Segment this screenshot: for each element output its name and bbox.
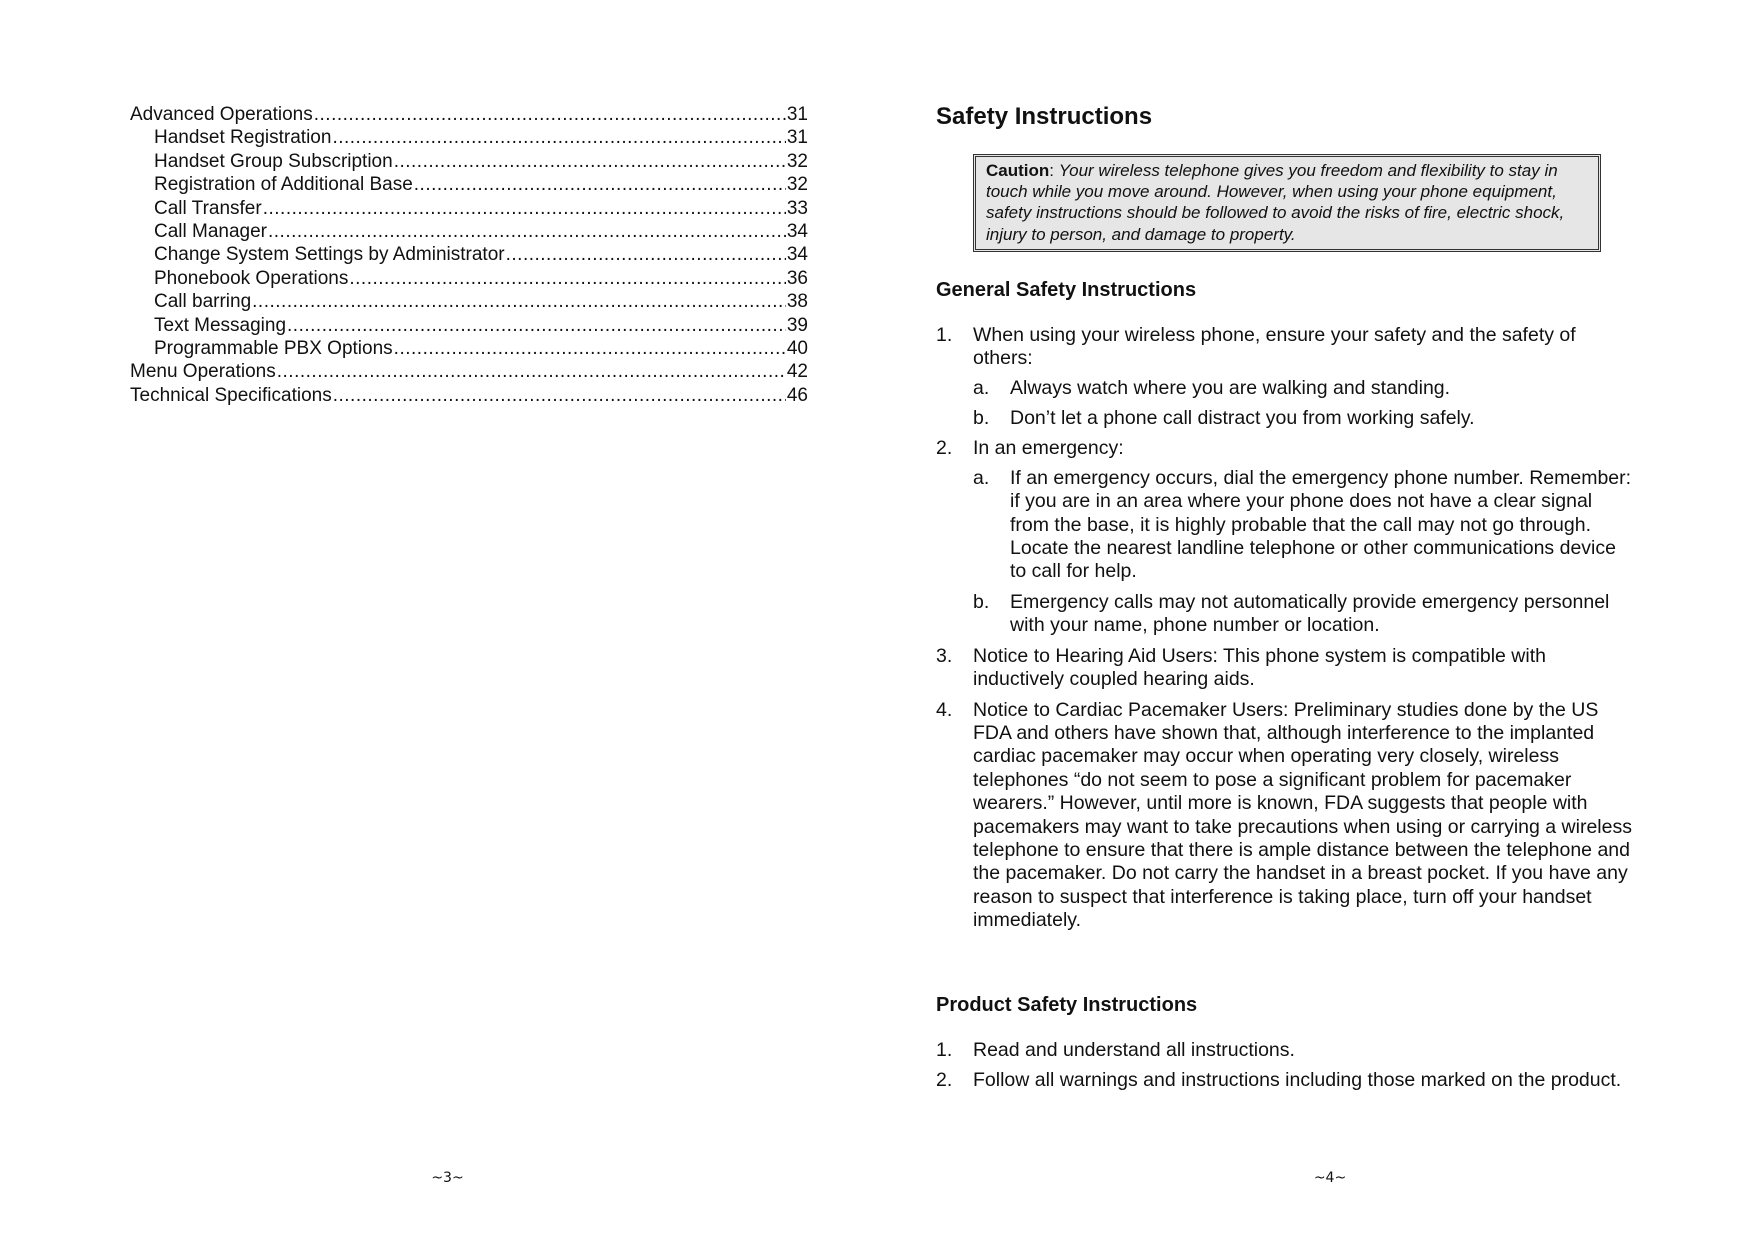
table-of-contents xyxy=(130,103,808,407)
list-item-text: In an emergency: xyxy=(973,437,1124,460)
toc-entry xyxy=(130,126,808,149)
toc-leader-dots xyxy=(394,337,786,360)
toc-entry-page: 31 xyxy=(786,104,808,125)
right-page xyxy=(877,0,1755,1241)
list-item-text: If an emergency occurs, dial the emergency phone number. Remember: if you are in an area where your phone does not have a clear signal from the base, it is highly probable that the call may not go through. Locate the nearest landline telephone or other communications device to call for help. xyxy=(1010,466,1632,583)
toc-entry xyxy=(130,220,808,243)
toc-entry-page: 32 xyxy=(786,174,808,196)
toc-entry-title: Text Messaging xyxy=(154,314,287,336)
page-title: Safety Instructions xyxy=(936,103,1153,130)
toc-entry-page: 42 xyxy=(786,361,808,383)
list-marker: b. xyxy=(973,590,990,613)
toc-entry-title: Call barring xyxy=(154,291,252,313)
list-marker: a. xyxy=(973,466,990,489)
toc-leader-dots xyxy=(277,360,786,383)
sub-list-item xyxy=(973,591,1636,638)
page-number: ~3~ xyxy=(431,1170,464,1186)
list-item xyxy=(936,1069,1636,1092)
toc-entry-page: 39 xyxy=(786,314,808,336)
toc-leader-dots xyxy=(263,197,786,220)
toc-entry-page: 34 xyxy=(786,244,808,266)
general-safety-heading: General Safety Instructions xyxy=(936,278,1197,301)
toc-entry-page: 33 xyxy=(786,197,808,219)
toc-leader-dots xyxy=(506,243,786,266)
caution-text: Your wireless telephone gives you freedom and flexibility to stay in touch while you move around. However, when using your phone equipment, safety instructions should be followed to avoid the risks of fire, electric shock, injury to person, and damage to property. xyxy=(986,161,1565,244)
sub-list xyxy=(973,377,1636,431)
toc-entry-page: 46 xyxy=(786,384,808,406)
list-item-text: Follow all warnings and instructions including those marked on the product. xyxy=(973,1068,1622,1091)
toc-entry-title: Change System Settings by Administrator xyxy=(154,244,505,266)
toc-entry-title: Registration of Additional Base xyxy=(154,174,413,196)
list-marker: 3. xyxy=(936,644,953,667)
toc-entry-title: Technical Specifications xyxy=(130,384,332,406)
toc-leader-dots xyxy=(349,267,785,290)
list-item-text: Notice to Cardiac Pacemaker Users: Preliminary studies done by the US FDA and others have shown that, although interference to the implanted cardiac pacemaker may occur when operating very closely, wireless telephones “do not seem to pose a significant problem for pacemaker wearers.” However, until more is known, FDA suggests that people with pacemakers may want to take precautions when using or carrying a wireless telephone to ensure that there is ample distance between the telephone and the pacemaker. Do not carry the handset in a breast pocket. If you have any reason to suspect that interference is taking place, turn off your handset immediately. xyxy=(973,698,1632,932)
toc-entry-page: 32 xyxy=(786,150,808,172)
product-safety-heading: Product Safety Instructions xyxy=(936,993,1198,1016)
list-item xyxy=(936,437,1636,637)
toc-leader-dots xyxy=(287,314,786,337)
toc-leader-dots xyxy=(332,126,785,149)
list-item-text: When using your wireless phone, ensure your safety and the safety of others: xyxy=(973,323,1576,370)
toc-entry xyxy=(130,267,808,290)
toc-entry-page: 38 xyxy=(786,291,808,313)
toc-entry-page: 36 xyxy=(786,267,808,289)
toc-entry xyxy=(130,243,808,266)
caution-box: Caution: Your wireless telephone gives you freedom and flexibility to stay in touch while you move around. However, when using your phone equipment, safety instructions should be followed to avoid the risks of fire, electric shock, injury to person, and damage to property. xyxy=(973,154,1601,252)
toc-leader-dots xyxy=(394,150,786,173)
toc-leader-dots xyxy=(333,384,786,407)
list-marker: b. xyxy=(973,407,990,430)
list-marker: 2. xyxy=(936,1068,953,1091)
page-number: ~4~ xyxy=(1313,1170,1347,1186)
toc-entry xyxy=(130,150,808,173)
general-safety-list xyxy=(936,324,1636,933)
safety-content xyxy=(936,102,1636,1099)
caution-label: Caution xyxy=(986,161,1050,180)
toc-entry xyxy=(130,103,808,126)
sub-list xyxy=(973,467,1636,638)
list-item-text: Always watch where you are walking and standing. xyxy=(1010,376,1451,399)
toc-entry-page: 40 xyxy=(786,338,808,360)
list-item-text: Notice to Hearing Aid Users: This phone system is compatible with inductively coupled hearing aids. xyxy=(973,644,1546,691)
list-marker: a. xyxy=(973,376,990,399)
list-item-text: Don’t let a phone call distract you from working safely. xyxy=(1010,407,1475,430)
toc-entry-page: 31 xyxy=(786,127,808,149)
list-marker: 2. xyxy=(936,437,953,460)
sub-list-item xyxy=(973,407,1636,430)
sub-list-item xyxy=(973,467,1636,584)
toc-entry-page: 34 xyxy=(786,221,808,243)
list-item xyxy=(936,699,1636,933)
toc-entry-title: Handset Registration xyxy=(154,127,332,149)
toc-entry-title: Handset Group Subscription xyxy=(154,150,393,172)
toc-leader-dots xyxy=(268,220,786,243)
sub-list-item xyxy=(973,377,1636,400)
list-item xyxy=(936,1039,1636,1062)
toc-entry-title: Phonebook Operations xyxy=(154,267,349,289)
list-marker: 1. xyxy=(936,1038,953,1061)
toc-leader-dots xyxy=(414,173,786,196)
toc-entry xyxy=(130,360,808,383)
toc-entry-title: Programmable PBX Options xyxy=(154,338,393,360)
list-marker: 1. xyxy=(936,323,953,346)
list-item xyxy=(936,645,1636,692)
toc-entry xyxy=(130,290,808,313)
list-item-text: Read and understand all instructions. xyxy=(973,1038,1295,1061)
toc-entry-title: Advanced Operations xyxy=(130,104,313,125)
list-item-text: Emergency calls may not automatically provide emergency personnel with your name, phone number or location. xyxy=(1010,590,1610,637)
toc-entry-title: Call Transfer xyxy=(154,197,262,219)
toc-entry xyxy=(130,314,808,337)
toc-entry xyxy=(130,197,808,220)
toc-leader-dots xyxy=(314,103,786,126)
product-safety-list xyxy=(936,1039,1636,1093)
toc-entry-title: Menu Operations xyxy=(130,361,276,383)
left-page xyxy=(0,0,877,1241)
list-item xyxy=(936,324,1636,431)
toc-entry xyxy=(130,337,808,360)
toc-leader-dots xyxy=(252,290,786,313)
toc-entry-title: Call Manager xyxy=(154,221,267,243)
toc-entry xyxy=(130,384,808,407)
list-marker: 4. xyxy=(936,698,953,721)
toc-entry xyxy=(130,173,808,196)
